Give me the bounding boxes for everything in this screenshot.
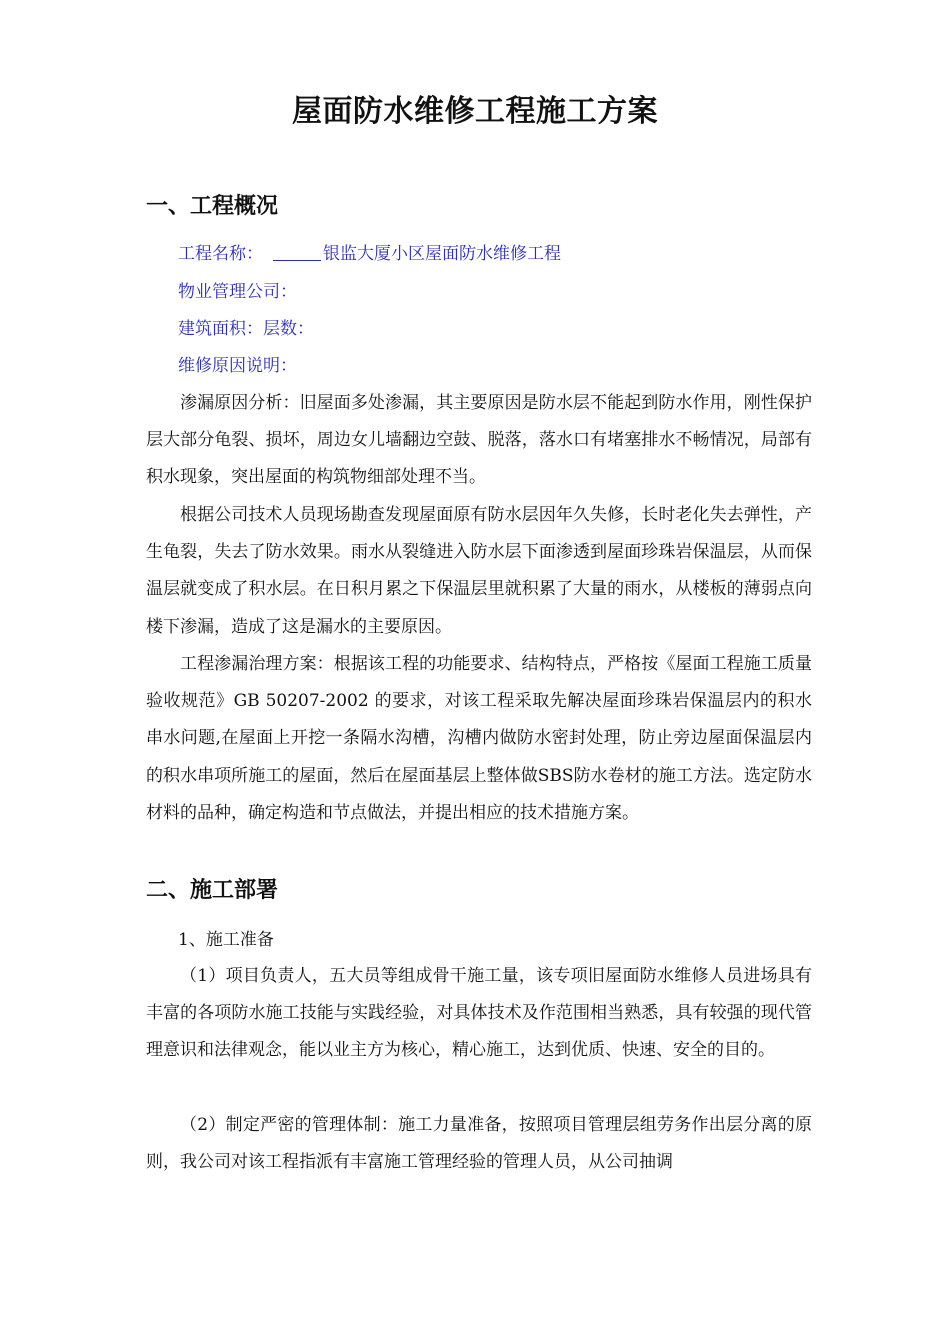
project-name-value: 银监大厦小区屋面防水维修工程 <box>323 244 561 264</box>
paragraph-leak-analysis: 渗漏原因分析：旧屋面多处渗漏，其主要原因是防水层不能起到防水作用，刚性保护层大部分龟裂、损坏，周边女儿墙翻边空鼓、脱落，落水口有堵塞排水不畅情况，局部有积水现象，突出屋面的构筑物细部处理不当。 <box>146 393 812 488</box>
property-company-label: 物业管理公司： <box>178 282 297 302</box>
area-floors-label: 建筑面积：层数： <box>178 319 314 339</box>
paragraph-item-2: （2）制定严密的管理体制：施工力量准备，按照项目管理层组劳务作出层分离的原则，我公司对该工程指派有丰富施工管理经验的管理人员，从公司抽调 <box>146 1115 812 1173</box>
section-heading-deployment: 二、施工部署 <box>146 878 279 903</box>
fill-in-blank <box>273 244 321 261</box>
paragraph-site-survey: 根据公司技术人员现场勘查发现屋面原有防水层因年久失修，长时老化失去弹性，产生龟裂，失去了防水效果。雨水从裂缝进入防水层下面渗透到屋面珍珠岩保温层，从而保温层就变成了积水层。在日积月累之下保温层里就积累了大量的雨水，从楼板的薄弱点向楼下渗漏，造成了这是漏水的主要原因。 <box>146 505 812 637</box>
repair-reason-label: 维修原因说明： <box>178 356 297 376</box>
paragraph-item-1: （1）项目负责人，五大员等组成骨干施工量，该专项旧屋面防水维修人员进场具有丰富的各项防水施工技能与实践经验，对具体技术及作范围相当熟悉，具有较强的现代管理意识和法律观念，能以业主方为核心，精心施工，达到优质、快速、安全的目的。 <box>146 966 812 1061</box>
subsection-construction-prep: 1、施工准备 <box>178 930 274 950</box>
document-title: 屋面防水维修工程施工方案 <box>292 94 658 129</box>
section-heading-overview: 一、工程概况 <box>146 194 279 219</box>
paragraph-treatment-plan: 工程渗漏治理方案：根据该工程的功能要求、结构特点，严格按《屋面工程施工质量验收规范》GB 50207-2002 的要求，对该工程采取先解决屋面珍珠岩保温层内的积水串水问题,在屋面上开挖一条隔水沟槽，沟槽内做防水密封处理，防止旁边屋面保温层内的积水串项所施工的屋面，然后在屋面基层上整体做SBS防水卷材的施工方法。选定防水材料的品种，确定构造和节点做法，并提出相应的技术措施方案。 <box>146 654 812 823</box>
project-name-line <box>178 242 561 266</box>
project-name-label: 工程名称： <box>178 244 263 264</box>
